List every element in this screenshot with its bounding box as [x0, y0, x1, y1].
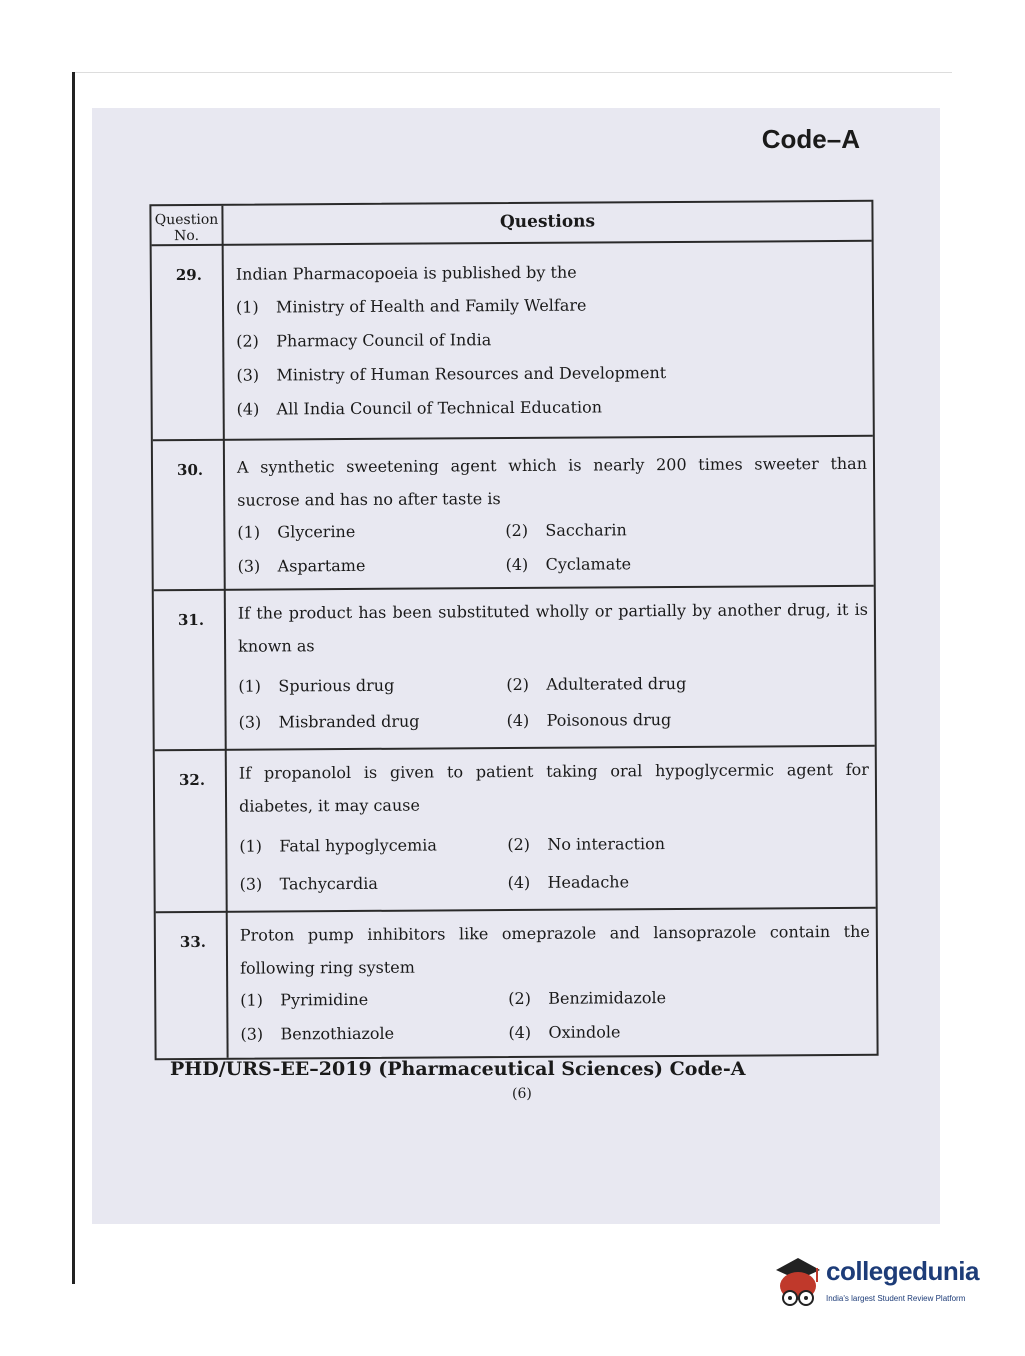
option-2: (2) No interaction	[507, 834, 666, 855]
option-4: (4) Oxindole	[508, 1022, 621, 1043]
question-text: If the product has been substituted wholly or partially by another drug, it is known as	[237, 599, 868, 656]
question-text: If propanolol is given to patient taking oral hypoglycermic agent for diabetes, it may cause	[238, 759, 869, 816]
option-1: (1) Glycerine	[237, 521, 356, 542]
column-header-no: Question No.	[154, 211, 219, 245]
option-3: (3) Tachycardia	[239, 873, 378, 894]
column-header-questions: Questions	[499, 211, 596, 233]
option-1: (1) Spurious drug	[238, 675, 395, 696]
page-left-edge	[72, 72, 75, 1284]
option-2: (2) Benzimidazole	[508, 988, 667, 1009]
option-4: (4) Cyclamate	[505, 554, 632, 575]
question-text: Proton pump inhibitors like omeprazole and lansoprazole contain the following ring system	[239, 921, 870, 978]
option-3: (3) Aspartame	[237, 555, 366, 576]
collegedunia-logo	[768, 1250, 998, 1320]
paper-code: Code–A	[761, 124, 860, 154]
row-divider	[154, 585, 874, 591]
option-1: (1) Pyrimidine	[240, 989, 369, 1010]
logo-wordmark: collegedunia	[826, 1256, 979, 1286]
question-text: Indian Pharmacopoeia is published by the	[235, 262, 577, 284]
question-number: 30.	[176, 460, 204, 480]
question-number: 29.	[175, 265, 202, 285]
row-divider	[155, 745, 875, 751]
header-divider	[152, 240, 872, 246]
page-number: (6)	[512, 1086, 532, 1102]
column-divider	[221, 206, 228, 1058]
page-top-edge	[72, 72, 952, 73]
option-3: (3) Misbranded drug	[238, 711, 420, 732]
option-4: (4) All India Council of Technical Education	[236, 397, 603, 419]
row-divider	[156, 907, 876, 913]
row-divider	[153, 435, 873, 441]
option-2: (2) Saccharin	[505, 520, 627, 541]
option-1: (1) Fatal hypoglycemia	[239, 835, 437, 856]
question-number: 32.	[178, 770, 206, 790]
option-4: (4) Poisonous drug	[506, 710, 672, 731]
option-2: (2) Adulterated drug	[506, 673, 687, 695]
option-4: (4) Headache	[507, 872, 630, 893]
question-number: 33.	[179, 932, 207, 952]
logo-tagline: India's largest Student Review Platform	[826, 1294, 966, 1303]
option-3: (3) Benzothiazole	[240, 1023, 395, 1044]
question-table	[149, 200, 878, 1060]
paper-footer: PHD/URS-EE–2019 (Pharmaceutical Sciences) Code-A	[170, 1058, 746, 1080]
question-number: 31.	[177, 610, 205, 630]
option-3: (3) Ministry of Human Resources and Development	[236, 363, 667, 385]
mascot-icon	[768, 1250, 824, 1320]
option-2: (2) Pharmacy Council of India	[236, 330, 492, 351]
question-text: A synthetic sweetening agent which is nearly 200 times sweeter than sucrose and has no after taste is	[236, 453, 868, 510]
option-1: (1) Ministry of Health and Family Welfare	[235, 295, 587, 317]
